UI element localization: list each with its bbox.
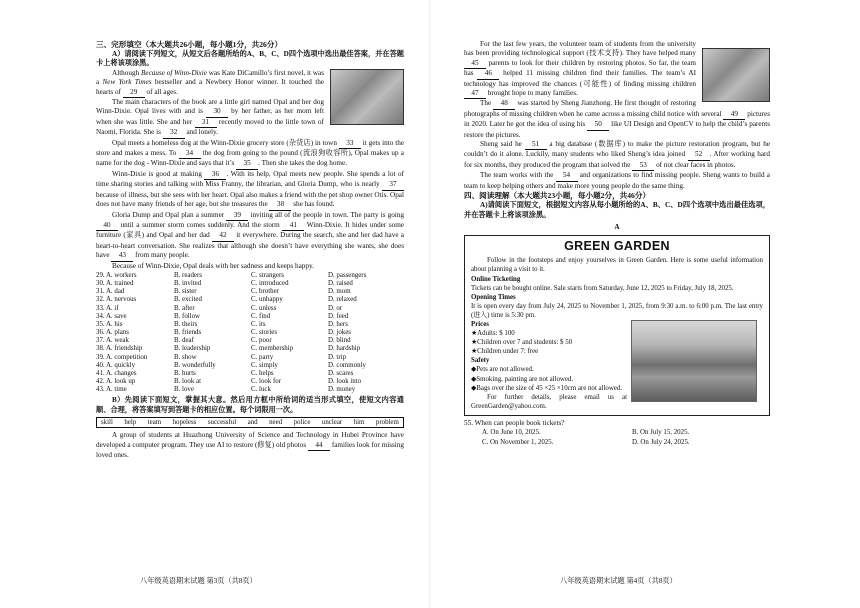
option-item: D. raised — [328, 280, 353, 288]
option-item: B. excited — [174, 296, 202, 304]
prices-heading: Prices — [471, 320, 489, 328]
passage-b-paragraph: Sheng said he 51 a big database (数据库) to make the picture restoration program, but he couldn’t do it alone. Luckily, many students who liked Sheng’s idea joined 52 . After working hard for six months, they produced the program that solved the 53 of not clear faces in photos. — [464, 140, 770, 171]
passage-a-paragraph: Gloria Dump and Opal plan a summer 39 inviting all of the people in town. The party is going 40 until a summer storm comes suddenly. And the storm 41 Winn-Dixie. It hides under some furniture (家具) and Opal and her dad 42 it everywhere. During the search, she and her dad have a heart-to-heart conversation. She realizes that although she doesn’t have everything she wants, she does have 43 from many people. — [96, 211, 404, 262]
passage-b-paragraph: The team works with the 54 and organizations to find missing people. Sheng wants to build a team to keep helping others and make more young people do the same thing. — [464, 171, 770, 190]
answer-blank[interactable]: 54 — [556, 171, 578, 181]
option-item: B. wonderfully — [174, 361, 216, 369]
answer-blank[interactable]: 31 — [195, 118, 217, 128]
option-item: 38. A. friendship — [96, 345, 143, 353]
answer-blank[interactable]: 40 — [96, 221, 118, 231]
passage-b-paragraph: A group of students at Huazhong University of Science and Technology in Hubei Province have developed a computer program. They use AI to restore (修复) old photos 44 families look for missing loved ones. — [96, 431, 404, 459]
word-box-item: problem — [375, 419, 399, 427]
option-item: C. brother — [251, 288, 279, 296]
answer-blank[interactable]: 51 — [525, 140, 547, 150]
option-item: 34. A. save — [96, 312, 127, 320]
safety-pets: ◆Pets are not allowed. — [471, 366, 534, 374]
option-item: D. passengers — [328, 271, 367, 279]
option-item: C. luck — [251, 386, 271, 394]
answer-blank[interactable]: 41 — [282, 221, 304, 231]
option-item: 39. A. competition — [96, 353, 148, 361]
ticketing-heading: Online Ticketing — [471, 275, 521, 283]
safety-heading: Safety — [471, 357, 490, 365]
word-box-item: him — [353, 419, 365, 427]
option-item: C. introduced — [251, 280, 289, 288]
option-item: D. money — [328, 386, 356, 394]
option-item: B. readers — [174, 271, 202, 279]
option-item: C. unless — [251, 304, 277, 312]
ticketing-text: Tickets can be bought online. Sale starts from Saturday, June 12, 2025 to Friday, July 18, 2025. — [471, 284, 734, 292]
option-item: D. blind — [328, 337, 351, 345]
passage-b-start — [96, 431, 404, 460]
option-item: 31. A. dad — [96, 288, 125, 296]
section3-title: 三、完形填空（本大题共26小题，每小题1分，共26分） — [96, 40, 283, 49]
answer-blank[interactable]: 53 — [632, 161, 654, 171]
passage-a-paragraph: Although Because of Winn-Dixie was Kate DiCamillo’s first novel, it was a New York Times bestseller and a Newbery Honor winner. It touched the hearts of 29 of all ages. — [96, 69, 404, 98]
word-box-item: unclear — [321, 419, 343, 427]
garden-title: GREEN GARDEN — [564, 239, 670, 254]
option-item: 43. A. time — [96, 386, 127, 394]
passage-a-paragraph: Winn-Dixie is good at making 36 . With its help, Opal meets new people. She spends a lot of time sharing stories and talking with Miss Franny, the librarian, and Gloria Dump, who is nearly 37 because of illness, but she sees with her heart. Opal also makes a friend with the pet shop owner Otis. Opal does not have many friends of her age, but she treasures the 38 she has found. — [96, 170, 404, 211]
option-item: 37. A. weak — [96, 337, 129, 345]
option-item: D. jokes — [328, 329, 351, 337]
passage-a-paragraph: Opal meets a homeless dog at the Winn-Dixie grocery store (杂货店) in town 33 it gets into the store and makes a mess. To 34 the dog from going to the pound (流浪狗收容所), Opal makes up a name for the dog - Winn-Dixie and says that it’s 35 . Then she takes the dog home. — [96, 139, 404, 170]
word-box-item: need — [269, 419, 283, 427]
option-item: B. leadership — [174, 345, 211, 353]
option-item: C. party — [251, 353, 274, 361]
answer-blank[interactable]: 47 — [464, 89, 486, 99]
option-item: D. relaxed — [328, 296, 357, 304]
answer-blank[interactable]: 32 — [163, 128, 185, 138]
passage-b-paragraph: The 48 was started by Sheng Jianzhong. He first thought of restoring photographs of missing children when he came across a missing child notice with several 49 pictures in 2020. Later he got the idea of using his 50 like UI Design and OpenCV to help the child’s parents restore the pictures. — [464, 99, 770, 139]
contact-text: For further details, please email us at GreenGarden@yahoo.com. — [471, 393, 627, 410]
garden-photo — [631, 320, 757, 402]
italic-title: New York Times — [102, 78, 152, 87]
passage-a-paragraph: The main characters of the book are a little girl named Opal and her dog Winn-Dixie. Opal lives with and is 30 by her father, as her mom left when she was little. She and her 31 recently moved to the little town of Naomi, Florida. She is 32 and lonely. — [96, 98, 404, 139]
option-item: D. feed — [328, 312, 349, 320]
question-55: 55. When can people book tickets? — [464, 418, 565, 427]
option-item: 40. A. quickly — [96, 361, 136, 369]
answer-blank[interactable]: 36 — [204, 170, 226, 180]
word-box-item: successful — [207, 419, 237, 427]
option-item: C. its — [251, 320, 266, 328]
option-item: B. follow — [174, 312, 201, 320]
answer-blank[interactable]: 30 — [206, 107, 228, 117]
option-item: D. mom — [328, 288, 351, 296]
option-item: B. look at — [174, 377, 201, 385]
option-item: 42. A. look up — [96, 377, 136, 385]
page-4 — [430, 0, 860, 608]
option-item: 41. A. changes — [96, 369, 137, 377]
option-item: D. scares — [328, 369, 354, 377]
option-item: D. or — [328, 304, 343, 312]
page-footer: 八年级英语期末试题 第3页（共8页） — [140, 577, 257, 585]
italic-title: Because of Winn-Dixie — [140, 68, 207, 77]
green-garden-notice — [464, 235, 770, 416]
answer-blank[interactable]: 42 — [212, 231, 234, 241]
option-item: D. hardship — [328, 345, 361, 353]
option-item: 32. A. nervous — [96, 296, 137, 304]
answer-blank[interactable]: 45 — [464, 59, 486, 69]
option-item: D. commonly — [328, 361, 366, 369]
word-box-item: skill — [101, 419, 113, 427]
question-55-options — [464, 428, 770, 447]
q55-option-d: D. On July 24, 2025. — [632, 438, 690, 446]
partB-instructions: B）先阅读下面短文，掌握其大意。然后用方框中所给词的适当形式填空，使短文内容通顺、合理，将答案填写到答题卡的相应位置。每个词限用一次。 — [96, 396, 404, 414]
option-item: 33. A. if — [96, 304, 119, 312]
safety-bags: ◆Bags over the size of 45 ×25 ×10cm are not allowed. — [471, 384, 623, 392]
section4-title: 四、阅读理解（本大题共23小题，每小题2分，共46分） — [464, 191, 651, 201]
word-box-item: police — [293, 419, 311, 427]
answer-blank[interactable]: 34 — [179, 149, 201, 159]
option-item: C. helps — [251, 369, 274, 377]
option-item: B. friends — [174, 329, 202, 337]
answer-blank[interactable]: 44 — [308, 441, 330, 451]
option-item: B. sister — [174, 288, 197, 296]
answer-blank[interactable]: 43 — [111, 251, 133, 261]
option-item: 36. A. plans — [96, 329, 129, 337]
option-item: B. invited — [174, 280, 202, 288]
option-item: B. hurts — [174, 369, 196, 377]
option-item: C. strangers — [251, 271, 284, 279]
q55-option-a: A. On June 10, 2025. — [482, 429, 541, 437]
word-box-item: and — [247, 419, 258, 427]
price-children-students: ★Children over 7 and students: $ 50 — [471, 339, 573, 347]
option-item: D. hers — [328, 320, 348, 328]
cloze-options — [96, 272, 404, 394]
option-item: B. love — [174, 386, 194, 394]
answer-blank[interactable]: 35 — [236, 159, 258, 169]
option-item: B. show — [174, 353, 197, 361]
answer-blank[interactable]: 29 — [123, 88, 145, 98]
option-item: C. simply — [251, 361, 278, 369]
option-item: D. trip — [328, 353, 346, 361]
section4-instructions: A)请阅读下面短文，根据短文内容从每小题所给的A、B、C、D四个选项中选出最佳选项，并在答题卡上将该项涂黑。 — [464, 201, 770, 219]
option-item: C. unhappy — [251, 296, 283, 304]
answer-blank[interactable]: 37 — [382, 180, 404, 190]
answer-blank[interactable]: 46 — [477, 69, 499, 79]
option-item: B. theirs — [174, 320, 198, 328]
answer-blank[interactable]: 33 — [339, 139, 361, 149]
q55-option-b: B. On July 15, 2025. — [632, 429, 690, 437]
word-box — [96, 417, 404, 428]
answer-blank[interactable]: 39 — [226, 211, 248, 221]
option-item: B. after — [174, 304, 195, 312]
film-strip-photo — [702, 48, 770, 102]
answer-blank[interactable]: 50 — [587, 120, 609, 130]
option-item: 29. A. workers — [96, 271, 137, 279]
option-item: C. membership — [251, 345, 294, 353]
price-children-under7: ★Children under 7: free — [471, 348, 539, 356]
answer-blank[interactable]: 52 — [688, 150, 710, 160]
answer-blank[interactable]: 48 — [493, 99, 515, 109]
passage-b-paragraph: For the last few years, the volunteer team of students from the university has been providing technological support (技术支持). They have helped many 45 parents to look for their children by restoring photos. So far, the team has 46 helped 11 missing children find their families. The team’s AI technology has improved the chances (可能性) of finding missing children 47 brought hope to many families. — [464, 40, 770, 99]
option-item: C. poor — [251, 337, 272, 345]
part-label: A — [614, 222, 620, 231]
passage-a-paragraph: Because of Winn-Dixie, Opal deals with her sadness and keeps happy. — [112, 261, 314, 270]
option-item: C. look for — [251, 377, 282, 385]
option-item: C. find — [251, 312, 271, 320]
partA-instructions: A）请阅读下列短文，从短文后各题所给的A、B、C、D四个选项中选出最佳答案，并在答题卡上将该项涂黑。 — [96, 50, 404, 68]
option-item: 35. A. his — [96, 320, 123, 328]
word-box-item: help — [124, 419, 137, 427]
option-item: C. stories — [251, 329, 278, 337]
answer-blank[interactable]: 38 — [269, 200, 291, 210]
word-box-item: team — [147, 419, 162, 427]
opening-times-heading: Opening Times — [471, 293, 516, 301]
price-adults: ★Adults: $ 100 — [471, 330, 515, 338]
word-box-item: hopeless — [172, 419, 197, 427]
opening-times-text: It is open every day from July 24, 2025 to November 1, 2025, from 9:30 a.m. to 6:00 p.m. The last entry (进入) time is 5:30 pm. — [471, 302, 763, 319]
q55-option-c: C. On November 1, 2025. — [482, 438, 554, 446]
option-item: B. deaf — [174, 337, 194, 345]
garden-intro: Follow in the footsteps and enjoy yourselves in Green Garden. Here is some useful information about planning a visit to it. — [471, 257, 763, 274]
option-item: 30. A. trained — [96, 280, 134, 288]
safety-smoking: ◆Smoking, painting are not allowed. — [471, 375, 574, 383]
girl-and-dog-photo — [330, 69, 404, 125]
page-footer: 八年级英语期末试题 第4页（共8页） — [560, 577, 677, 585]
answer-blank[interactable]: 49 — [723, 110, 745, 120]
option-item: D. look into — [328, 377, 362, 385]
